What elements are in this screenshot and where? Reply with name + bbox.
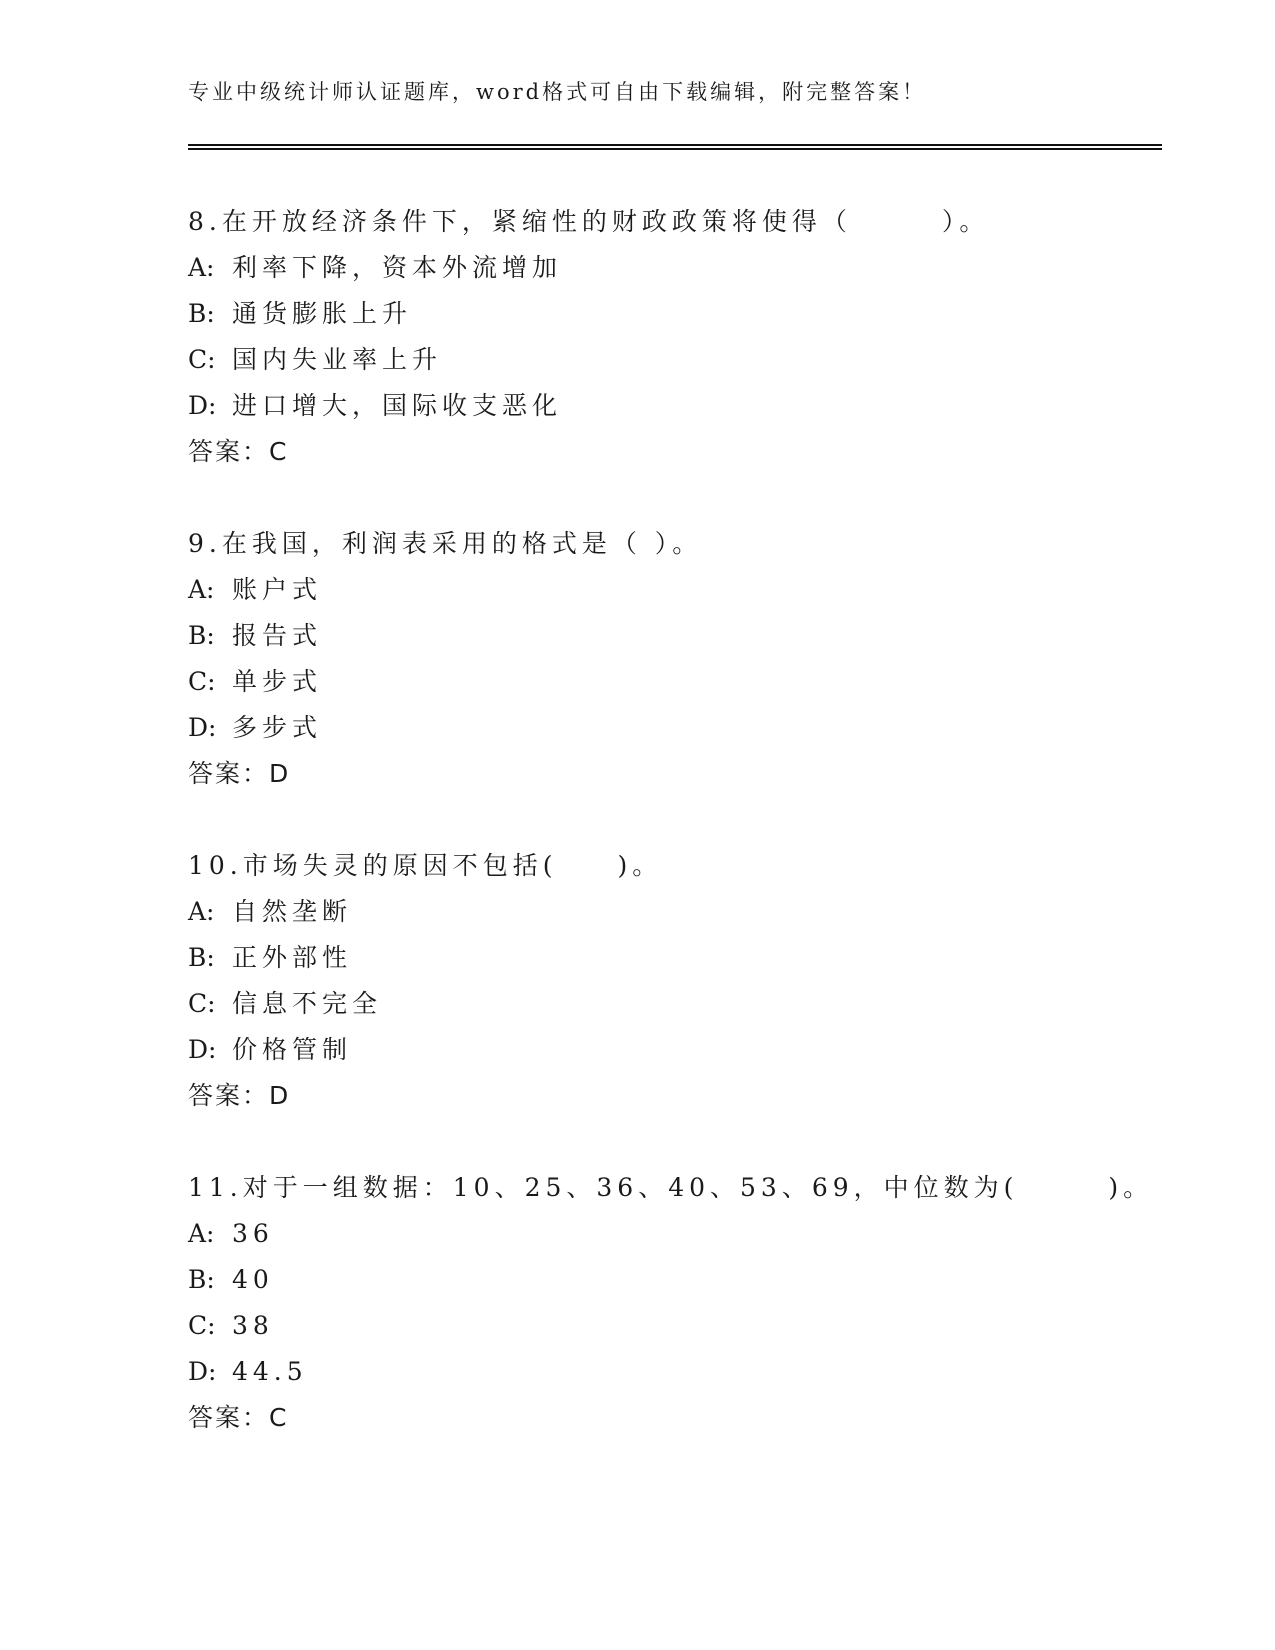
option-key: B: xyxy=(188,1265,215,1294)
page-header: 专业中级统计师认证题库，word格式可自由下载编辑，附完整答案！ xyxy=(188,80,927,104)
option-a xyxy=(188,1211,1162,1257)
option-b xyxy=(188,935,1162,981)
option-d xyxy=(188,1349,1162,1395)
option-d xyxy=(188,705,1162,751)
question-8 xyxy=(188,199,1162,475)
option-text: 36 xyxy=(232,1219,274,1248)
answer-line: 答案：C xyxy=(188,437,289,466)
header-double-rule xyxy=(188,144,1162,150)
option-key: B: xyxy=(188,299,215,328)
option-text: 单步式 xyxy=(232,667,323,696)
option-c xyxy=(188,1303,1162,1349)
option-text: 利率下降，资本外流增加 xyxy=(232,253,563,282)
option-key: C: xyxy=(188,1311,216,1340)
option-key: D: xyxy=(188,713,217,742)
option-key: A: xyxy=(188,897,215,926)
answer-line: 答案：D xyxy=(188,1081,291,1110)
answer-line: 答案：D xyxy=(188,759,291,788)
option-b xyxy=(188,1257,1162,1303)
option-text: 自然垄断 xyxy=(232,897,353,926)
option-key: C: xyxy=(188,989,216,1018)
option-text: 44.5 xyxy=(232,1357,308,1386)
option-key: C: xyxy=(188,345,216,374)
option-text: 账户式 xyxy=(232,575,323,604)
option-a xyxy=(188,567,1162,613)
option-d xyxy=(188,383,1162,429)
option-key: D: xyxy=(188,1035,217,1064)
question-stem: 8.在开放经济条件下，紧缩性的财政政策将使得（ ）。 xyxy=(188,207,990,236)
option-text: 通货膨胀上升 xyxy=(232,299,413,328)
option-b xyxy=(188,613,1162,659)
question-stem: 11.对于一组数据：10、25、36、40、53、69，中位数为( )。 xyxy=(188,1173,1154,1202)
option-text: 正外部性 xyxy=(232,943,353,972)
question-11 xyxy=(188,1165,1162,1441)
option-a xyxy=(188,889,1162,935)
question-stem: 10.市场失灵的原因不包括( )。 xyxy=(188,851,663,880)
option-key: C: xyxy=(188,667,216,696)
option-key: B: xyxy=(188,943,215,972)
option-key: D: xyxy=(188,1357,217,1386)
option-c xyxy=(188,981,1162,1027)
option-text: 国内失业率上升 xyxy=(232,345,443,374)
option-text: 价格管制 xyxy=(232,1035,353,1064)
question-9 xyxy=(188,521,1162,797)
option-c xyxy=(188,337,1162,383)
option-text: 信息不完全 xyxy=(232,989,383,1018)
option-key: A: xyxy=(188,1219,215,1248)
option-key: D: xyxy=(188,391,217,420)
option-a xyxy=(188,245,1162,291)
option-text: 40 xyxy=(232,1265,274,1294)
option-text: 报告式 xyxy=(232,621,323,650)
option-text: 38 xyxy=(232,1311,274,1340)
option-text: 进口增大，国际收支恶化 xyxy=(232,391,563,420)
option-text: 多步式 xyxy=(232,713,323,742)
option-key: B: xyxy=(188,621,215,650)
question-stem: 9.在我国，利润表采用的格式是（ ）。 xyxy=(188,529,703,558)
option-key: A: xyxy=(188,253,215,282)
question-10 xyxy=(188,843,1162,1119)
option-key: A: xyxy=(188,575,215,604)
answer-line: 答案：C xyxy=(188,1403,289,1432)
option-c xyxy=(188,659,1162,705)
option-b xyxy=(188,291,1162,337)
option-d xyxy=(188,1027,1162,1073)
